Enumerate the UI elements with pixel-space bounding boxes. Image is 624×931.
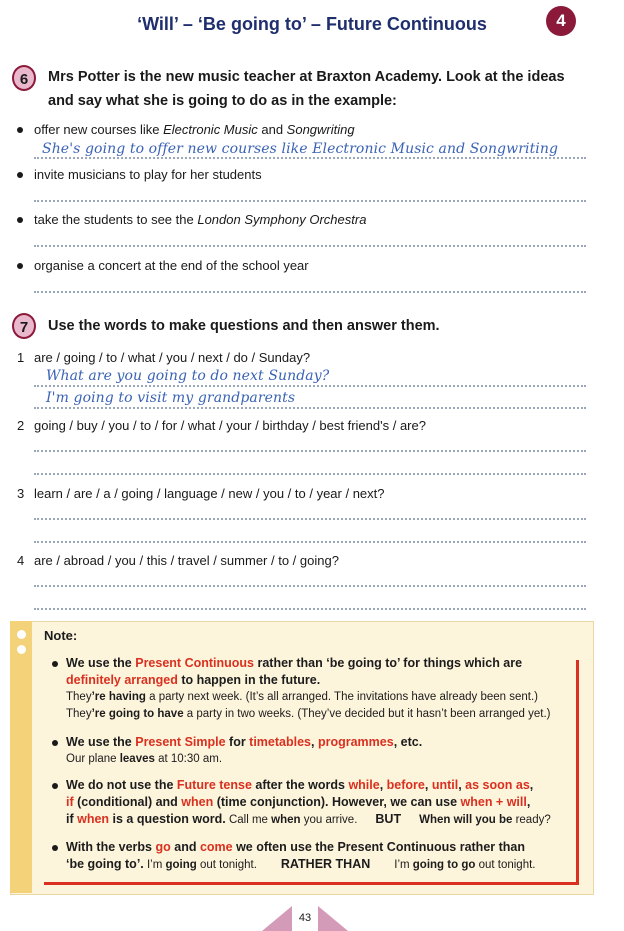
exercise-7-answer-question-1: What are you going to do next Sunday? [46,368,330,384]
page-number: 43 [292,906,318,931]
answer-line[interactable] [34,608,586,610]
note-3-line-2: if (conditional) and when (time conjunction). However, we can use when + will, [66,795,531,809]
note-1-line-2: definitely arranged to happen in the future. [66,673,321,687]
answer-line[interactable] [34,200,586,202]
answer-line[interactable] [34,518,586,520]
note-4-line-1: With the verbs go and come we often use the Present Continuous rather than [66,840,525,854]
answer-line[interactable] [34,245,586,247]
answer-line[interactable] [34,541,586,543]
exercise-6-prompt-3: take the students to see the London Symphony Orchestra [34,212,367,227]
bullet [17,217,23,223]
exercise-7-words-2: going / buy / you / to / for / what / your / birthday / best friend's / are? [34,418,426,433]
answer-line[interactable] [34,385,586,387]
note-1-example-1: They’re having a party next week. (It’s all arranged. The invitations have already been sent.) [66,691,538,703]
bullet [17,172,23,178]
note-1-line-1: We use the Present Continuous rather than ‘be going to’ for things which are [66,656,523,670]
bullet [52,845,58,851]
question-number: 4 [17,553,25,568]
note-3-line-3: if when is a question word. Call me when you arrive. BUT When will you be ready? [66,812,551,826]
note-2-example: Our plane leaves at 10:30 am. [66,753,223,765]
bullet [52,661,58,667]
note-label: Note: [44,628,78,643]
answer-line[interactable] [34,407,586,409]
exercise-6-instruction-line1: Mrs Potter is the new music teacher at Braxton Academy. Look at the ideas [48,69,565,85]
note-2-line-1: We use the Present Simple for timetables, programmes, etc. [66,735,423,749]
answer-line[interactable] [34,157,586,159]
answer-line[interactable] [34,473,586,475]
exercise-7-words-4: are / abroad / you / this / travel / summer / to / going? [34,553,339,568]
question-number: 2 [17,418,25,433]
exercise-7-words-1: are / going / to / what / you / next / do / Sunday? [34,350,311,365]
exercise-6-instruction-line2: and say what she is going to do as in the example: [48,93,397,109]
bullet [52,783,58,789]
unit-number-badge: 4 [546,6,576,36]
bullet [52,740,58,746]
answer-line[interactable] [34,291,586,293]
page-tab-decoration [318,906,348,931]
exercise-6-number-badge: 6 [12,65,36,91]
note-accent-line [44,882,579,885]
note-3-line-1: We do not use the Future tense after the words while, before, until, as soon as, [66,778,534,792]
exercise-6-answer-1: She's going to offer new courses like Electronic Music and Songwriting [42,141,559,157]
exercise-6-prompt-4: organise a concert at the end of the school year [34,258,309,273]
note-4-line-2: ‘be going to’. I’m going out tonight. RATHER THAN I’m going to go out tonight. [66,857,536,871]
exercise-7-words-3: learn / are / a / going / language / new / you / to / year / next? [34,486,385,501]
exercise-7-number-badge: 7 [12,313,36,339]
exercise-7-answer-reply-1: I'm going to visit my grandparents [46,390,296,406]
exercise-6-prompt-1: offer new courses like Electronic Music and Songwriting [34,122,355,137]
page-tab-decoration [262,906,292,931]
exercise-7-instruction: Use the words to make questions and then answer them. [48,318,440,334]
note-tab [10,621,32,893]
answer-line[interactable] [34,450,586,452]
note-accent-line [576,660,579,882]
note-tab-dot [17,630,26,639]
note-tab-dot [17,645,26,654]
note-1-example-2: They’re going to have a party in two weeks. (They’ve decided but it hasn’t been arranged yet.) [66,708,551,720]
bullet [17,127,23,133]
question-number: 1 [17,350,25,365]
page-title: ‘Will’ – ‘Be going to’ – Future Continuous [137,14,487,34]
bullet [17,263,23,269]
exercise-6-prompt-2: invite musicians to play for her students [34,167,262,182]
answer-line[interactable] [34,585,586,587]
question-number: 3 [17,486,25,501]
